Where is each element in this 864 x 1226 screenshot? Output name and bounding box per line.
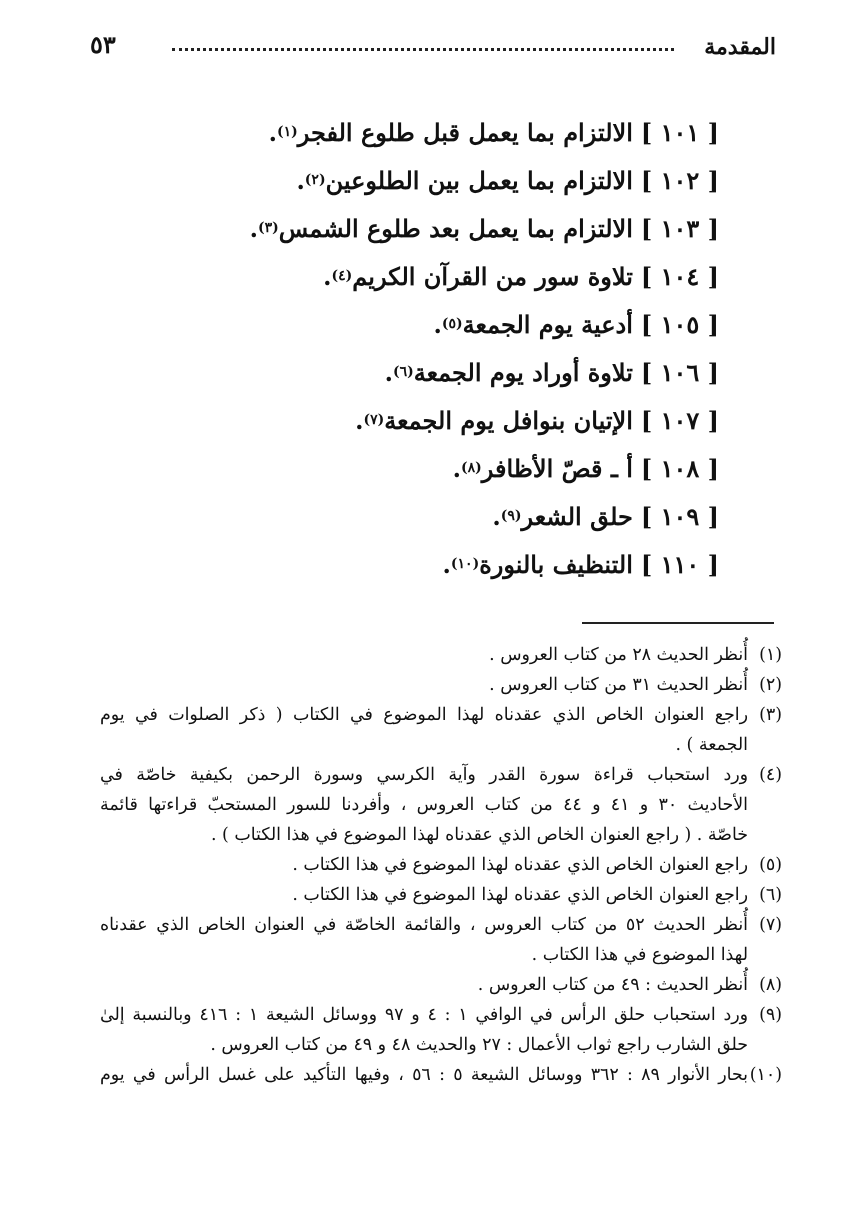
list-item: [ ١٠٢ ] الالتزام بما يعمل بين الطلوعين (٢) .	[296, 165, 719, 195]
entry-title: الالتزام بما يعمل بعد طلوع الشمس	[278, 213, 633, 243]
footnote-line: ورد استحباب حلق الرأس في الوافي ١ : ٤ و ٩٧ ووسائل الشيعة ١ : ٤١٦ وبالنسبة إلىٰ	[100, 1005, 748, 1025]
entry-title: أدعية يوم الجمعة	[462, 309, 633, 339]
entry-number: [ ١٠٩ ]	[640, 501, 719, 531]
footnotes	[100, 640, 782, 1090]
entry-number: [ ١٠٧ ]	[640, 405, 719, 435]
entry-number: [ ١١٠ ]	[640, 549, 719, 579]
footnote-line: أُنظر الحديث ٥٢ من كتاب العروس ، والقائمة الخاصّة في العنوان الخاص الذي عقدناه	[100, 915, 748, 935]
list-item: [ ١٠٩ ] حلق الشعر (٩) .	[492, 501, 719, 531]
footnote-ref: (٦)	[392, 364, 414, 380]
footnote-ref: (١٠)	[450, 556, 480, 572]
entry-title: التنظيف بالنورة	[479, 549, 633, 579]
entry-title: أ ـ قصّ الأظافر	[481, 453, 633, 483]
footnote	[100, 760, 782, 850]
footnote	[100, 880, 782, 910]
footnote-number: (٧)	[759, 915, 782, 935]
entry-title: حلق الشعر	[521, 501, 633, 531]
footnote-line: أُنظر الحديث ٣١ من كتاب العروس .	[489, 675, 748, 695]
list-item: [ ١٠٥ ] أدعية يوم الجمعة (٥) .	[433, 309, 719, 339]
footnote-number: (١٠)	[749, 1065, 782, 1085]
list-item: [ ١٠٣ ] الالتزام بما يعمل بعد طلوع الشمس (٣) .	[249, 213, 719, 243]
page-header	[90, 28, 776, 68]
footnote-line: حلق الشارب راجع ثواب الأعمال : ٢٧ والحديث ٤٨ و ٤٩ من كتاب العروس .	[210, 1035, 748, 1055]
entry-title: الالتزام بما يعمل بين الطلوعين	[325, 165, 633, 195]
footnote-ref: (٣)	[257, 220, 279, 236]
header-leader-dots	[172, 48, 674, 51]
running-title: المقدمة	[704, 34, 776, 60]
entry-title: تلاوة سور من القرآن الكريم	[352, 261, 633, 291]
entry-number: [ ١٠٨ ]	[640, 453, 719, 483]
footnote-line: بحار الأنوار ٨٩ : ٣٦٢ ووسائل الشيعة ٥ : ٥٦ ، وفيها التأكيد على غسل الرأس في يوم	[100, 1065, 748, 1085]
footnote-ref: (٤)	[331, 268, 353, 284]
footnote-number: (٥)	[759, 855, 782, 875]
footnote-number: (٩)	[759, 1005, 782, 1025]
footnote-line: راجع العنوان الخاص الذي عقدناه لهذا الموضوع في هذا الكتاب .	[292, 855, 748, 875]
footnote-number: (٦)	[759, 885, 782, 905]
footnote-number: (٣)	[759, 705, 782, 725]
list-item: [ ١٠٦ ] تلاوة أوراد يوم الجمعة (٦) .	[384, 357, 719, 387]
footnote	[100, 910, 782, 970]
entry-number: [ ١٠١ ]	[640, 117, 719, 147]
entry-number: [ ١٠٦ ]	[640, 357, 719, 387]
footnote-line: راجع العنوان الخاص الذي عقدناه لهذا الموضوع في هذا الكتاب .	[292, 885, 748, 905]
entry-number: [ ١٠٢ ]	[640, 165, 719, 195]
footnote-number: (٤)	[759, 765, 782, 785]
footnote	[100, 640, 782, 670]
entry-title: الإتيان بنوافل يوم الجمعة	[384, 405, 633, 435]
footnote-line: الأحاديث ٣٠ و ٤١ و ٤٤ من كتاب العروس ، وأفردنا للسور المستحبّ قراءتها قائمة	[100, 795, 748, 815]
footnote-line: راجع العنوان الخاص الذي عقدناه لهذا الموضوع في الكتاب ( ذكر الصلوات في يوم	[100, 705, 748, 725]
entry-list	[90, 108, 719, 588]
footnote	[100, 970, 782, 1000]
footnote-number: (١)	[759, 645, 782, 665]
footnote-line: لهذا الموضوع في هذا الكتاب .	[531, 945, 748, 965]
footnote-divider	[582, 622, 774, 624]
entry-title: الالتزام بما يعمل قبل طلوع الفجر	[297, 117, 633, 147]
footnote	[100, 1060, 782, 1090]
footnote-ref: (٨)	[460, 460, 482, 476]
list-item: [ ١٠٧ ] الإتيان بنوافل يوم الجمعة (٧) .	[355, 405, 719, 435]
entry-number: [ ١٠٣ ]	[640, 213, 719, 243]
footnote-ref: (٢)	[304, 172, 326, 188]
entry-number: [ ١٠٥ ]	[640, 309, 719, 339]
list-item: [ ١٠٤ ] تلاوة سور من القرآن الكريم (٤) .	[323, 261, 719, 291]
footnote-number: (٨)	[759, 975, 782, 995]
footnote-line: أُنظر الحديث ٢٨ من كتاب العروس .	[489, 645, 748, 665]
footnote-ref: (٩)	[500, 508, 522, 524]
list-item: [ ١١٠ ] التنظيف بالنورة (١٠) .	[442, 549, 719, 579]
list-item: [ ١٠٨ ] أ ـ قصّ الأظافر (٨) .	[452, 453, 719, 483]
footnote-ref: (٥)	[441, 316, 463, 332]
footnote-line: خاصّة . ( راجع العنوان الخاص الذي عقدناه لهذا الموضوع في هذا الكتاب ) .	[210, 825, 748, 845]
footnote-line: الجمعة ) .	[675, 735, 748, 755]
footnote-line: أُنظر الحديث : ٤٩ من كتاب العروس .	[477, 975, 748, 995]
page-number: ٥٣	[90, 30, 116, 59]
entry-number: [ ١٠٤ ]	[640, 261, 719, 291]
footnote-ref: (٧)	[363, 412, 385, 428]
footnote	[100, 850, 782, 880]
footnote	[100, 670, 782, 700]
footnote-ref: (١)	[276, 124, 298, 140]
footnote-number: (٢)	[759, 675, 782, 695]
entry-title: تلاوة أوراد يوم الجمعة	[413, 357, 633, 387]
list-item: [ ١٠١ ] الالتزام بما يعمل قبل طلوع الفجر (١) .	[268, 117, 719, 147]
footnote	[100, 700, 782, 760]
footnote	[100, 1000, 782, 1060]
footnote-line: ورد استحباب قراءة سورة القدر وآية الكرسي وسورة الرحمن بكيفية خاصّة في	[100, 765, 748, 785]
